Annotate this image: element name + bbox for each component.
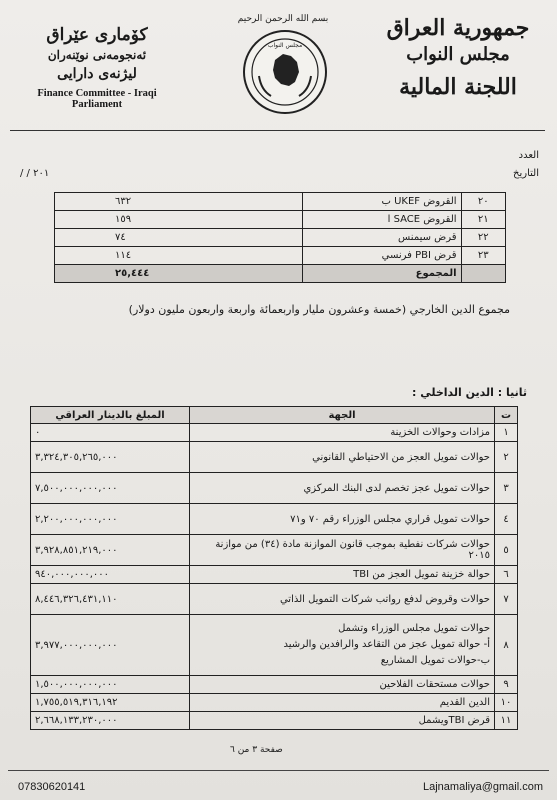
row-number: ٤ <box>495 504 518 535</box>
row-number: ٩ <box>495 676 518 694</box>
row-description: حوالات شركات نفطية بموجب قانون الموازنة مادة (٣٤) من موازنة ٢٠١٥ <box>190 535 495 566</box>
row-description-line: حوالات تمويل مجلس الوزراء وتشمل <box>338 623 490 634</box>
internal-debt-row <box>31 504 518 535</box>
header-left-english-1: Finance Committee - Iraqi <box>37 88 157 99</box>
basmala: بسم الله الرحمن الرحيم <box>237 14 329 24</box>
row-amount: ٣,٩٢٨,٨٥١,٢١٩,٠٠٠ <box>31 535 190 566</box>
row-amount: ٩٤٠,٠٠٠,٠٠٠,٠٠٠ <box>31 566 190 584</box>
row-description-line: ب-حوالات تمويل المشاريع <box>380 655 490 666</box>
header-left-kurdish-parliament: ئەنجومەنی نوێنەران <box>47 48 147 62</box>
header-divider <box>10 130 545 131</box>
row-amount: ٢,٦٦٨,١٣٣,٢٣٠,٠٠٠ <box>31 712 190 730</box>
row-amount: ٧٤ <box>55 229 303 247</box>
row-description-line: أ- حوالة تمويل عجز من التقاعد والرافدين والرشيد <box>283 639 490 650</box>
total-blank <box>461 265 505 283</box>
internal-debt-row <box>31 676 518 694</box>
row-number: ٦ <box>495 566 518 584</box>
internal-debt-row <box>31 712 518 730</box>
row-description: القروض SACE ا <box>302 211 461 229</box>
internal-debt-row <box>31 615 518 676</box>
external-debt-row <box>55 211 506 229</box>
external-debt-row <box>55 247 506 265</box>
row-description: حوالات تمويل عجز تخصم لدى البنك المركزي <box>190 473 495 504</box>
row-description: مزادات وحوالات الخزينة <box>190 424 495 442</box>
row-description: حوالات تمويل العجز من الاحتياطي القانوني <box>190 442 495 473</box>
footer-divider <box>8 770 549 771</box>
row-amount: ١,٧٥٥,٥١٩,٣١٦,١٩٢ <box>31 694 190 712</box>
header-amount: المبلغ بالدينار العراقي <box>31 407 190 424</box>
external-debt-summary: مجموع الدين الخارجي (خمسة وعشرون مليار واربعمائة واربعة واربعون مليون دولار) <box>128 303 510 316</box>
row-amount: ٨,٤٤٦,٣٢٦,٤٣١,١١٠ <box>31 584 190 615</box>
row-amount: ٧,٥٠٠,٠٠٠,٠٠٠,٠٠٠ <box>31 473 190 504</box>
row-number: ٢ <box>495 442 518 473</box>
header-country: جمهورية العراق <box>386 15 530 41</box>
row-number: ٣ <box>495 473 518 504</box>
total-amount: ٢٥,٤٤٤ <box>55 265 303 283</box>
date-label: التاريخ <box>513 168 539 179</box>
footer-phone: 07830620141 <box>18 781 86 793</box>
row-description: حوالات وقروض لدفع رواتب شركات التمويل الذاتي <box>190 584 495 615</box>
row-amount: ١١٤ <box>55 247 303 265</box>
header-number: ت <box>495 407 518 424</box>
external-debt-total-row <box>55 265 506 283</box>
row-description: الدين القديم <box>190 694 495 712</box>
footer-email: Lajnamaliya@gmail.com <box>423 781 543 793</box>
internal-debt-row <box>31 424 518 442</box>
row-description: حوالات مستحقات الفلاحين <box>190 676 495 694</box>
header-left-english-2: Parliament <box>71 99 123 110</box>
internal-debt-row <box>31 566 518 584</box>
page-number: صفحة ٣ من ٦ <box>230 745 283 755</box>
header-parliament: مجلس النواب <box>406 44 510 65</box>
row-number: ٢٢ <box>461 229 505 247</box>
row-description: قرض PBI فرنسي <box>302 247 461 265</box>
row-number: ٥ <box>495 535 518 566</box>
seal-caption: مجلس النواب <box>267 42 303 49</box>
row-number: ١١ <box>495 712 518 730</box>
internal-debt-header-row <box>31 407 518 424</box>
row-description: قرض TBIويشمل <box>190 712 495 730</box>
row-number: ٧ <box>495 584 518 615</box>
internal-debt-row <box>31 584 518 615</box>
header-entity: الجهة <box>190 407 495 424</box>
row-description <box>190 615 495 676</box>
internal-debt-row <box>31 694 518 712</box>
header-left-kurdish-committee: لیژنەی دارایی <box>57 66 137 82</box>
row-amount: ٣,٣٢٤,٣٠٥,٢٦٥,٠٠٠ <box>31 442 190 473</box>
row-description: حوالة خزينة تمويل العجز من TBI <box>190 566 495 584</box>
row-amount: ١٥٩ <box>55 211 303 229</box>
total-label: المجموع <box>302 265 461 283</box>
header-left <box>12 24 182 110</box>
row-amount: ٢,٢٠٠,٠٠٠,٠٠٠,٠٠٠ <box>31 504 190 535</box>
internal-debt-row <box>31 473 518 504</box>
row-number: ٢٣ <box>461 247 505 265</box>
row-description: قرض سيمنس <box>302 229 461 247</box>
date-value: / / ٢٠١ <box>20 168 50 179</box>
internal-debt-row <box>31 442 518 473</box>
row-amount: ٣,٩٧٧,٠٠٠,٠٠٠,٠٠٠ <box>31 615 190 676</box>
row-number: ٢١ <box>461 211 505 229</box>
row-number: ١٠ <box>495 694 518 712</box>
section-title-internal-debt: ثانيا : الدين الداخلي : <box>412 386 527 399</box>
row-description: القروض UKEF ب <box>302 193 461 211</box>
header-committee: اللجنة المالية <box>399 74 517 100</box>
row-amount: ٠ <box>31 424 190 442</box>
external-debt-row <box>55 193 506 211</box>
internal-debt-row <box>31 535 518 566</box>
external-debt-table <box>54 192 506 283</box>
external-debt-row <box>55 229 506 247</box>
row-amount: ١,٥٠٠,٠٠٠,٠٠٠,٠٠٠ <box>31 676 190 694</box>
header-left-kurdish-country: كۆماری عێراق <box>46 25 148 45</box>
row-amount: ٦٣٢ <box>55 193 303 211</box>
row-description: حوالات تمويل قراري مجلس الوزراء رقم ٧٠ و٧١ <box>190 504 495 535</box>
number-label: العدد <box>518 150 539 161</box>
row-number: ٨ <box>495 615 518 676</box>
internal-debt-table <box>30 406 518 730</box>
parliament-seal-logo <box>243 30 327 114</box>
row-number: ١ <box>495 424 518 442</box>
header-right <box>373 14 543 102</box>
row-number: ٢٠ <box>461 193 505 211</box>
